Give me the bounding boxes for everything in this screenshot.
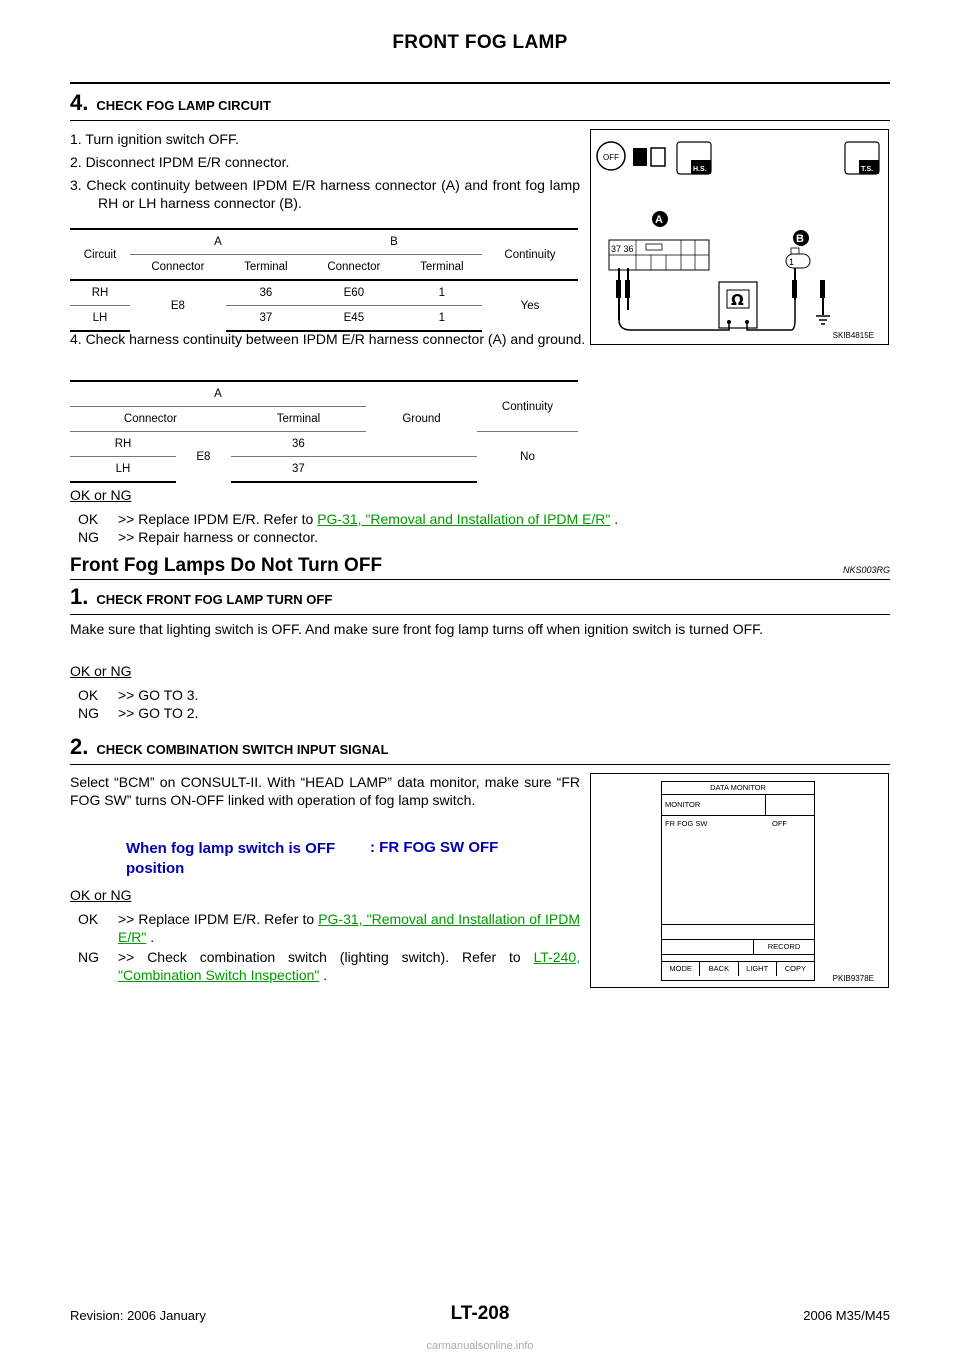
result-ok — [78, 910, 580, 946]
combination-switch-link[interactable]: LT-240, "Combination Switch Inspection" — [118, 949, 580, 983]
ng-body — [118, 948, 580, 984]
header-terminal: Terminal — [226, 255, 306, 281]
cell-connector-b: E45 — [306, 306, 402, 332]
continuity-table-2 — [70, 380, 578, 483]
section-code: NKS003RG — [842, 565, 890, 575]
header-connector: Connector — [306, 255, 402, 281]
cell-connector-b: E60 — [306, 280, 402, 306]
page-number: LT-208 — [450, 1303, 510, 1324]
step-title: CHECK COMBINATION SWITCH INPUT SIGNAL — [96, 742, 389, 757]
step-4-items — [70, 130, 580, 212]
removal-ipdm-link[interactable]: PG-31, "Removal and Installation of IPDM E/R" — [118, 911, 581, 945]
header-a: A — [70, 381, 366, 407]
section-title: Front Fog Lamps Do Not Turn OFF — [70, 555, 383, 576]
svg-text:37 36: 37 36 — [611, 244, 634, 254]
result-ok — [78, 686, 198, 704]
result-ng — [78, 704, 198, 722]
ng-tail: . — [323, 967, 328, 983]
figure-code: SKIB4815E — [832, 331, 874, 340]
screen-spacer — [662, 925, 814, 939]
instruction-item: 4. Check harness continuity between IPDM E/R harness connector (A) and ground. — [70, 331, 586, 347]
step-number: 1. — [70, 584, 89, 609]
record-button[interactable]: RECORD — [753, 940, 814, 954]
step-number: 2. — [70, 734, 89, 759]
ground-icon — [816, 316, 830, 324]
cell-continuity: Yes — [482, 280, 578, 331]
removal-ipdm-link[interactable]: PG-31, "Removal and Installation of IPDM E/R" — [317, 511, 611, 527]
ok-ng-label: OK or NG — [70, 487, 132, 503]
cell-connector-a: E8 — [130, 280, 226, 331]
fr-fog-sw-label: FR FOG SW — [665, 819, 708, 828]
screen-record-row — [662, 939, 814, 955]
cell-connector: E8 — [176, 432, 231, 483]
svg-text:B: B — [796, 233, 804, 245]
header-ground: Ground — [366, 381, 477, 457]
connector-a — [609, 211, 709, 270]
ok-body — [118, 910, 580, 946]
connector-b — [786, 230, 810, 268]
ok-label: OK — [78, 687, 99, 703]
ng-label: NG — [78, 949, 99, 965]
cell-circuit: LH — [70, 457, 176, 483]
footer-revision: Revision: 2006 January — [70, 1308, 206, 1323]
mode-button[interactable]: MODE — [662, 962, 700, 976]
result-ng — [78, 528, 318, 546]
terminal-side-icon — [845, 142, 879, 174]
svg-text:Ω: Ω — [731, 291, 744, 309]
ok-tail: . — [150, 929, 155, 945]
svg-text:A: A — [655, 214, 663, 226]
cell-continuity: No — [477, 432, 578, 483]
header-b: B — [306, 229, 482, 255]
cell-circuit: LH — [70, 306, 130, 332]
figure-code: PKIB9378E — [832, 974, 874, 983]
header-a: A — [130, 229, 306, 255]
ok-text: >> GO TO 3. — [118, 687, 199, 703]
screen-button-row — [662, 961, 814, 976]
monitor-blank — [766, 795, 814, 815]
harness-side-icon — [677, 142, 711, 174]
page-title: FRONT FOG LAMP — [392, 32, 568, 53]
ng-label: NG — [78, 705, 99, 721]
svg-text:OFF: OFF — [603, 153, 619, 162]
step-2-heading — [70, 734, 890, 765]
svg-text:T.S.: T.S. — [861, 166, 874, 173]
ok-tail: . — [614, 511, 619, 527]
cell-circuit: RH — [70, 280, 130, 306]
cell-terminal-a: 36 — [226, 280, 306, 306]
cell-terminal-a: 37 — [226, 306, 306, 332]
cell-terminal-b: 1 — [402, 306, 482, 332]
screen-title: DATA MONITOR — [662, 782, 814, 795]
section-heading — [70, 555, 890, 580]
svg-text:H.S.: H.S. — [693, 166, 707, 173]
ng-text: >> Check combination switch (lighting switch). Refer to — [118, 949, 521, 965]
cell-terminal: 36 — [231, 432, 366, 457]
instruction-item: 3. Check continuity between IPDM E/R harness connector (A) and front fog lamp RH or LH harness connector (B). — [70, 177, 580, 211]
header-continuity: Continuity — [477, 381, 578, 432]
ng-label: NG — [78, 529, 99, 545]
screen-data-area — [662, 816, 814, 925]
condition-value: : FR FOG SW OFF — [370, 839, 499, 856]
back-button[interactable]: BACK — [700, 962, 738, 976]
wiring-diagram-svg — [591, 130, 888, 344]
header-terminal: Terminal — [231, 407, 366, 432]
ok-ng-label: OK or NG — [70, 663, 132, 679]
header-connector: Connector — [70, 407, 231, 432]
ok-text: >> Replace IPDM E/R. Refer to — [118, 511, 314, 527]
step-title: CHECK FOG LAMP CIRCUIT — [96, 98, 271, 113]
ohmmeter-icon — [719, 282, 757, 328]
ok-label: OK — [78, 511, 99, 527]
condition-label: When fog lamp switch is OFF position — [126, 840, 336, 877]
step-4-heading — [70, 90, 890, 121]
step-2-text: Select “BCM” on CONSULT-II. With “HEAD LAMP” data monitor, make sure “FR FOG SW” turns ON-OFF linked with operation of fog lamp switch. — [70, 774, 580, 808]
cell-terminal-b: 1 — [402, 280, 482, 306]
consult-screen — [661, 781, 815, 981]
key-off-icon — [597, 142, 625, 170]
ng-text: >> GO TO 2. — [118, 705, 199, 721]
screen-monitor-row — [662, 795, 814, 816]
monitor-label: MONITOR — [662, 795, 766, 815]
result-ok — [78, 510, 898, 528]
ok-text: >> Replace IPDM E/R. Refer to — [118, 911, 315, 927]
ok-ng-label: OK or NG — [70, 887, 132, 903]
copy-button[interactable]: COPY — [784, 964, 806, 973]
header-circuit: Circuit — [70, 229, 130, 280]
cell-terminal: 37 — [231, 457, 366, 483]
cell-ground-spacer — [366, 457, 477, 483]
result-ng — [78, 948, 580, 984]
continuity-table-1 — [70, 228, 578, 332]
step-1-heading — [70, 584, 890, 615]
ok-label: OK — [78, 911, 99, 927]
svg-text:1: 1 — [789, 257, 795, 267]
footer-model: 2006 M35/M45 — [803, 1308, 890, 1323]
connector-disconnect-icon — [633, 148, 665, 166]
header-connector: Connector — [130, 255, 226, 281]
step-number: 4. — [70, 90, 89, 115]
data-monitor-figure — [590, 773, 889, 988]
instruction-item: 2. Disconnect IPDM E/R connector. — [70, 154, 290, 170]
header-rule — [70, 82, 890, 84]
watermark: carmanualsonline.info — [426, 1340, 534, 1352]
cell-circuit: RH — [70, 432, 176, 457]
wiring-figure — [590, 129, 889, 345]
step-1-text: Make sure that lighting switch is OFF. And make sure front fog lamp turns off when ignition switch is turned OFF. — [70, 621, 764, 637]
instruction-item: 1. Turn ignition switch OFF. — [70, 131, 239, 147]
ng-text: >> Repair harness or connector. — [118, 529, 319, 545]
step-title: CHECK FRONT FOG LAMP TURN OFF — [96, 592, 333, 607]
header-terminal: Terminal — [402, 255, 482, 281]
fr-fog-sw-value: OFF — [772, 819, 787, 828]
light-button[interactable]: LIGHT — [739, 962, 777, 976]
header-continuity: Continuity — [482, 229, 578, 280]
